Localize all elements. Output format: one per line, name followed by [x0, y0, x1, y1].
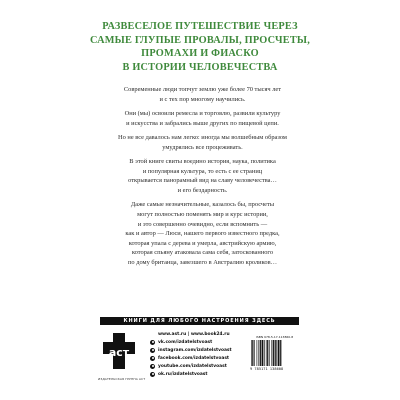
blurb-line: и его бездарность.	[177, 186, 228, 194]
blurb-line: по дому британца, завезшего в Австралию кроликов…	[127, 258, 277, 266]
publisher-caption: ИЗДАТЕЛЬСКАЯ ГРУППА АСТ	[98, 377, 146, 381]
barcode-digits: 9 785171 138608	[250, 367, 284, 371]
isbn-label: ISBN 978-5-17-113860-8	[256, 335, 294, 339]
instagram-icon	[150, 348, 155, 353]
blurb-line: и с тех пор многому научились.	[159, 95, 246, 103]
blurb-line: Современные люди топчут землю уже более 70 тысяч лет	[123, 86, 282, 93]
headline-line: В ИСТОРИИ ЧЕЛОВЕЧЕСТВА	[122, 61, 278, 73]
blurb-line: Даже самые незначительные, казалось бы, просчеты	[130, 201, 275, 209]
blurb-line: которая упала с дерева и умерла, австрийскую армию,	[128, 239, 277, 247]
youtube-icon	[150, 364, 155, 369]
facebook-link[interactable]: facebook.com/izdatelstvoast	[150, 354, 250, 362]
facebook-icon	[150, 356, 155, 361]
headline-line: РАЗВЕСЕЛОЕ ПУТЕШЕСТВИЕ ЧЕРЕЗ	[102, 21, 298, 32]
ok-icon	[150, 372, 155, 377]
blurb-line: и искусства и забрались выше других по пищевой цепи.	[126, 119, 279, 127]
website-link[interactable]: www.ast.ru | www.book24.ru	[158, 331, 230, 337]
blurb-line: умудрялись все процеживать.	[162, 143, 243, 151]
youtube-link[interactable]: youtube.com/izdatelstvoast	[150, 362, 250, 370]
promo-banner: КНИГИ ДЛЯ ЛЮБОГО НАСТРОЕНИЯ ЗДЕСЬ	[100, 317, 299, 325]
vk-link[interactable]: vk.com/izdatelstvoast	[150, 338, 250, 346]
ast-logo	[101, 331, 137, 371]
ok-link[interactable]: ok.ru/izdatelstvoast	[150, 370, 250, 378]
vk-icon	[150, 340, 155, 345]
blurb-text	[95, 85, 310, 267]
blurb-line: которая спьяну атаковала сама себя, затоскованного	[131, 249, 274, 257]
instagram-link[interactable]: instagram.com/izdatelstvoast	[150, 346, 250, 354]
blurb-line: могут полностью поменять мир и курс истории,	[137, 211, 268, 219]
publisher-links	[150, 330, 250, 378]
blurb-line: Они (мы) освоили ремесла и торговлю, развили культуру	[124, 110, 281, 118]
blurb-line: и это совершенно очевидно, если вспомнить —	[137, 220, 268, 228]
headline-line: САМЫЕ ГЛУПЫЕ ПРОВАЛЫ, ПРОСЧЕТЫ,	[90, 34, 310, 46]
blurb-line: Но не все давалось нам легко: иногда мы волшебным образом	[118, 134, 287, 142]
logo-text: аст	[108, 346, 130, 359]
blurb-line: как и автор — Люси, нашего первого известного предка,	[125, 230, 280, 238]
isbn-barcode	[250, 340, 300, 366]
blurb-line: В этой книге свиты воедино история, наука, политика	[129, 158, 276, 166]
blurb-line: и популярная культура, то есть с ее страниц	[142, 167, 263, 175]
cover-headline	[60, 20, 340, 74]
blurb-line: открывается панорамный вид на славу человечества…	[128, 177, 277, 185]
headline-line: ПРОМАХИ И ФИАСКО	[141, 48, 259, 60]
